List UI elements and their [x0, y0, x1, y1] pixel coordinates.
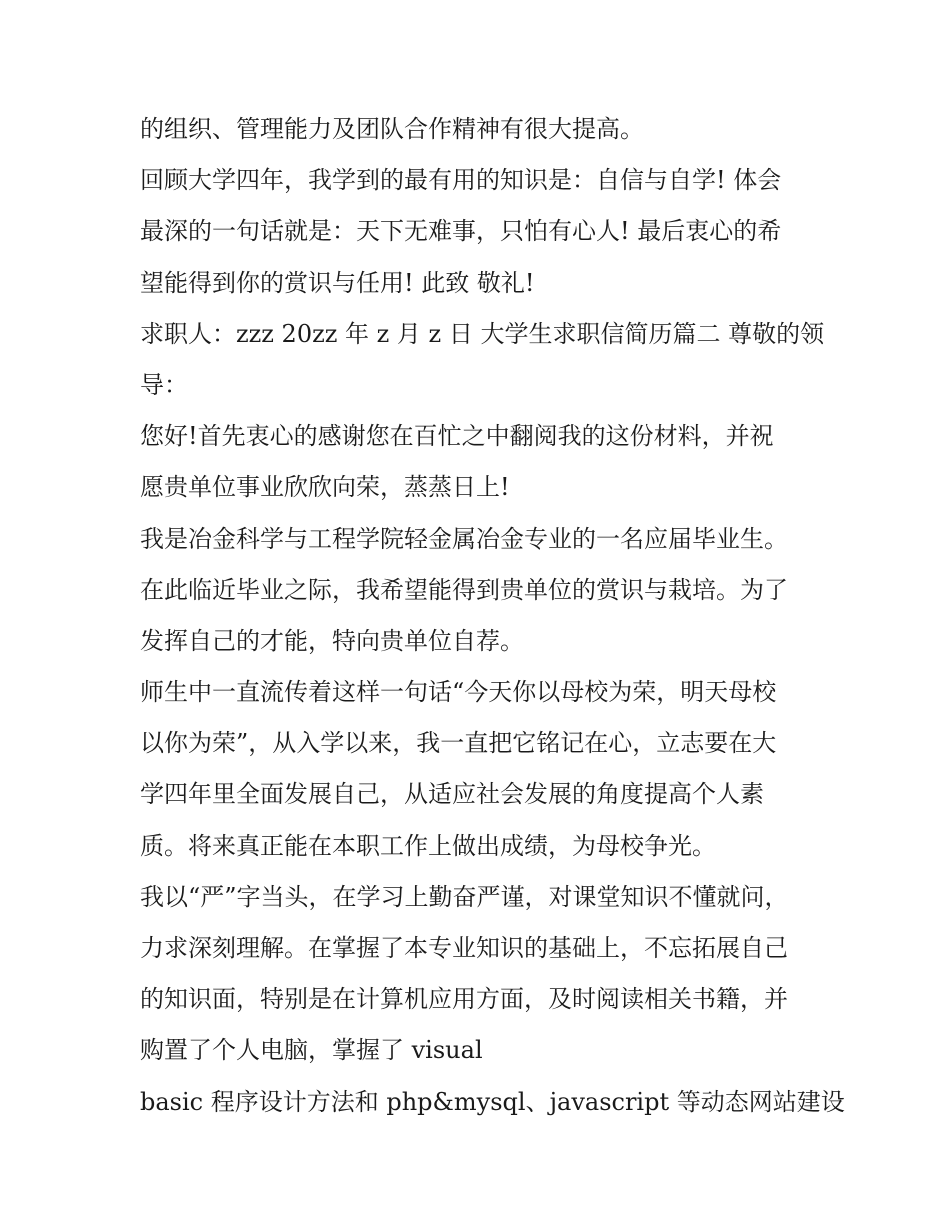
text-line: 回顾大学四年，我学到的最有用的知识是：自信与自学! 体会 [140, 166, 782, 195]
text-line: 我以“严”字当头，在学习上勤奋严谨，对课堂知识不懂就问， [140, 882, 789, 911]
text-line: 的组织、管理能力及团队合作精神有很大提高。 [140, 115, 644, 143]
text-line: 求职人：zzz 20zz 年 z 月 z 日 大学生求职信简历篇二 尊敬的领 [140, 319, 825, 348]
text-line: 最深的一句话就是：天下无难事，只怕有心人! 最后衷心的希 [140, 217, 782, 246]
text-line: 购置了个人电脑，掌握了 visual [140, 1036, 483, 1065]
text-line: 学四年里全面发展自己，从适应社会发展的角度提高个人素 [140, 780, 764, 809]
text-line: 愿贵单位事业欣欣向荣，蒸蒸日上! [140, 473, 510, 502]
text-line: 您好!首先衷心的感谢您在百忙之中翻阅我的这份材料，并祝 [140, 422, 774, 451]
text-line: 质。将来真正能在本职工作上做出成绩，为母校争光。 [140, 831, 716, 860]
text-line: 师生中一直流传着这样一句话“今天你以母校为荣，明天母校 [140, 678, 777, 707]
text-line: 发挥自己的才能，特向贵单位自荐。 [140, 626, 524, 655]
text-line: 我是冶金科学与工程学院轻金属冶金专业的一名应届毕业生。 [140, 524, 788, 553]
text-line: 的知识面，特别是在计算机应用方面，及时阅读相关书籍，并 [140, 985, 788, 1014]
text-line: 望能得到你的赏识与任用! 此致 敬礼! [140, 268, 535, 297]
text-line: 力求深刻理解。在掌握了本专业知识的基础上，不忘拓展自己 [140, 934, 788, 962]
text-line: basic 程序设计方法和 php&mysql、javascript 等动态网站建设 [140, 1087, 845, 1116]
document-body [140, 104, 845, 1128]
text-line: 以你为荣”，从入学以来，我一直把它铭记在心，立志要在大 [140, 729, 777, 758]
text-line: 导： [140, 370, 188, 399]
text-line: 在此临近毕业之际，我希望能得到贵单位的赏识与栽培。为了 [140, 575, 788, 604]
